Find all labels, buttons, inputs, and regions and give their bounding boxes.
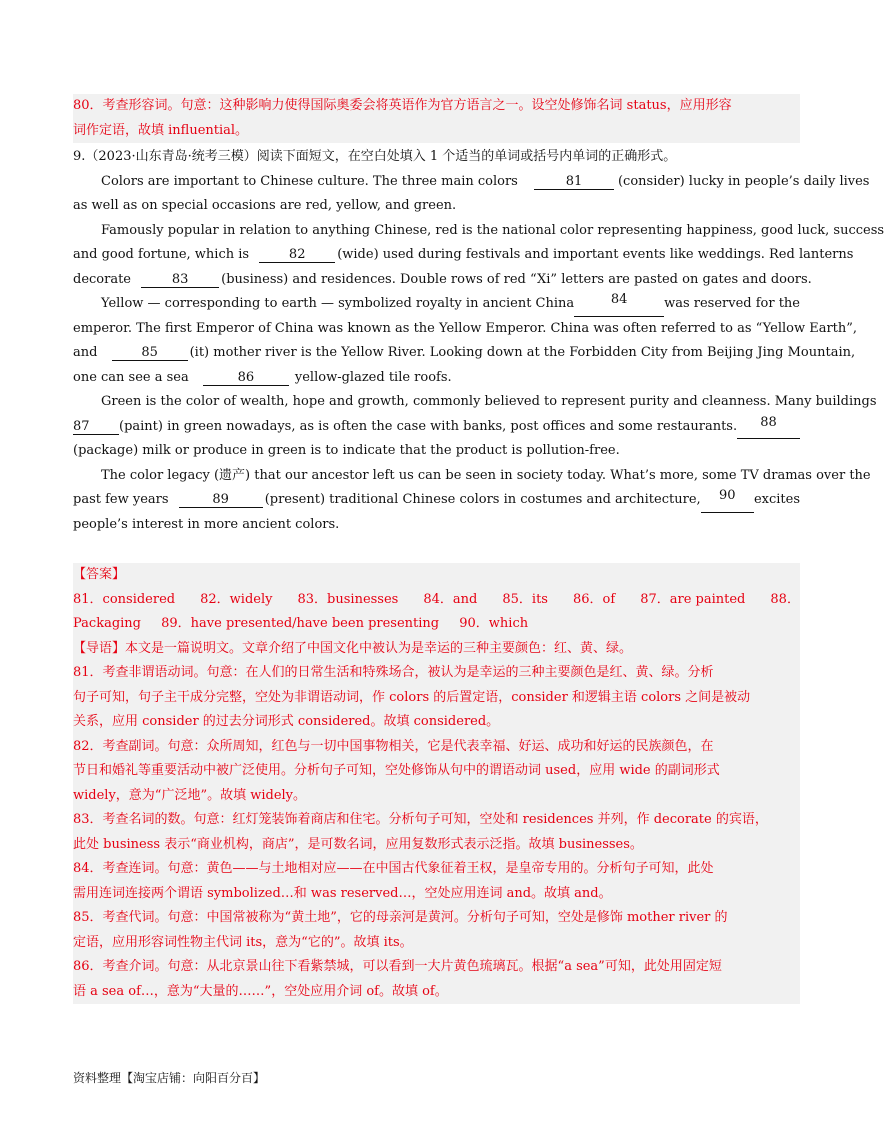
passage-line [73,341,856,366]
passage-text: one can see a sea [73,369,189,385]
passage-text: (consider) lucky in people’s daily lives [617,173,870,189]
explanation-line: 句子可知，句子主干成分完整，空处为非谓语动词，作 colors 的后置定语，consider 和逻辑主语 colors 之间是被动 [73,689,751,705]
answer-section [73,563,800,1004]
passage-line [73,243,854,268]
explanation-line: 此处 business 表示“商业机构，商店”，是可数名词，应用复数形式表示泛指。故填 businesses。 [73,836,643,852]
passage-line [73,488,800,513]
passage-text: decorate [73,271,132,287]
blank-83[interactable]: 83 [141,272,219,288]
passage-line [73,170,870,195]
passage-text: was reserved for the [664,296,800,311]
answer-87: 87．are painted [640,591,746,607]
explanation-line: 词作定语，故填 influential。 [73,122,249,138]
blank-82[interactable]: 82 [259,247,335,263]
answer-90: 90．which [459,616,529,631]
passage-text: (present) traditional Chinese colors in costumes and architecture, [264,492,701,507]
passage-text: (paint) in green nowadays, as is often the case with banks, post offices and some restaurants. [119,418,738,434]
blank-81[interactable]: 81 [534,174,614,190]
answer-85: 85．its [502,591,548,607]
blank-84[interactable]: 84 [574,292,664,317]
answer-82: 82．widely [200,591,273,607]
passage-text: (business) and residences. Double rows of red “Xi” letters are pasted on gates and doors. [221,271,812,287]
question-passage [73,145,884,537]
passage-segment [73,488,701,513]
explanation-line: widely，意为“广泛地”。故填 widely。 [73,787,307,803]
passage-text: excites [753,492,800,507]
explanation-line: 85．考查代词。句意：中国常被称为“黄土地”，它的母亲河是黄河。分析句子可知，空处是修饰 mother river 的 [73,910,728,925]
answer-88-text: Packaging [73,616,141,631]
guide-text: 本文是一篇说明文。文章介绍了中国文化中被认为是幸运的三种主要颜色：红、黄、绿。 [125,640,633,656]
passage-line: (package) milk or produce in green is to indicate that the product is pollution-free. [73,443,620,458]
blank-90[interactable]: 90 [701,488,754,513]
blank-86[interactable]: 86 [203,370,289,386]
passage-line: people’s interest in more ancient colors. [73,516,340,532]
answer-89: 89．have presented/have been presenting [161,616,440,631]
blank-85[interactable]: 85 [112,345,188,361]
passage-text: yellow-glazed tile roofs. [294,369,452,385]
passage-line [73,415,800,440]
answer-row [73,612,800,637]
explanation-line: 80．考查形容词。句意：这种影响力使得国际奥委会将英语作为官方语言之一。设空处修饰名词 status，应用形容 [73,98,732,113]
guide-label: 【导语】 [73,640,126,656]
answer-86: 86．of [573,591,616,607]
explanation-line: 需用连词连接两个谓语 symbolized…和 was reserved…，空处应用连词 and。故填 and。 [73,885,612,901]
guide-line [73,637,800,662]
passage-text: and good fortune, which is [73,247,250,262]
blank-88[interactable]: 88 [737,415,800,440]
explanation-line: 定语，应用形容词性物主代词 its，意为“它的”。故填 its。 [73,934,413,950]
passage-line: The color legacy (遗产) that our ancestor left us can be seen in society today. What’s more, some TV dramas over the [101,467,871,483]
answer-83: 83．businesses [297,591,399,607]
question-header: 9.（2023·山东青岛·统考三模）阅读下面短文，在空白处填入 1 个适当的单词或括号内单词的正确形式。 [73,149,677,164]
answer-88: 88． [770,591,800,607]
passage-text: past few years [73,492,169,507]
passage-text: (wide) used during festivals and important events like weddings. Red lanterns [337,247,854,262]
answer-row [73,588,800,613]
explanation-line: 节日和婚礼等重要活动中被广泛使用。分析句子可知，空处修饰从句中的谓语动词 used，应用 wide 的副词形式 [73,763,720,778]
passage-line: Green is the color of wealth, hope and growth, commonly believed to represent purity and cleanness. Many buildings [101,394,877,409]
passage-text: Yellow — corresponding to earth — symbolized royalty in ancient China [101,296,575,311]
explanation-line: 84．考查连词。句意：黄色——与土地相对应——在中国古代象征着王权，是皇帝专用的。分析句子可知，此处 [73,861,714,876]
passage-text: (it) mother river is the Yellow River. Looking down at the Forbidden City from Beijing Jing Mountain, [189,345,856,360]
explanation-line: 86．考查介词。句意：从北京景山往下看紫禁城，可以看到一大片黄色琉璃瓦。根据“a sea”可知，此处用固定短 [73,959,722,974]
passage-text: Colors are important to Chinese culture. The three main colors [101,173,518,189]
explanation-line: 81．考查非谓语动词。句意：在人们的日常生活和特殊场合，被认为是幸运的三种主要颜色是红、黄、绿。分析 [73,665,714,680]
passage-line [73,292,800,317]
passage-line: as well as on special occasions are red, yellow, and green. [73,198,457,213]
blank-87[interactable]: 87 [73,419,119,435]
explanation-line: 82．考查副词。句意：众所周知，红色与一切中国事物相关，它是代表幸福、好运、成功和好运的民族颜色，在 [73,738,714,754]
prev-explanation [73,94,800,143]
blank-89[interactable]: 89 [179,492,263,508]
passage-line [73,268,812,293]
passage-line [73,366,800,391]
explanation-line: 语 a sea of…，意为“大量的……”，空处应用介词 of。故填 of。 [73,983,448,999]
answer-84: 84．and [423,591,478,607]
answer-heading: 【答案】 [73,567,126,582]
passage-text: and [73,345,98,360]
footer-credit: 资料整理【淘宝店铺：向阳百分百】 [73,1071,266,1085]
passage-segment [73,415,737,440]
explanation-line: 83．考查名词的数。句意：红灯笼装饰着商店和住宅。分析句子可知，空处和 residences 并列，作 decorate 的宾语， [73,812,768,827]
passage-line: Famously popular in relation to anything Chinese, red is the national color representing happiness, good luck, success [101,222,884,238]
answer-81: 81．considered [73,591,176,607]
explanation-line: 关系，应用 consider 的过去分词形式 considered。故填 considered。 [73,714,500,729]
passage-line: emperor. The first Emperor of China was known as the Yellow Emperor. China was often referred to as “Yellow Earth”, [73,320,858,336]
